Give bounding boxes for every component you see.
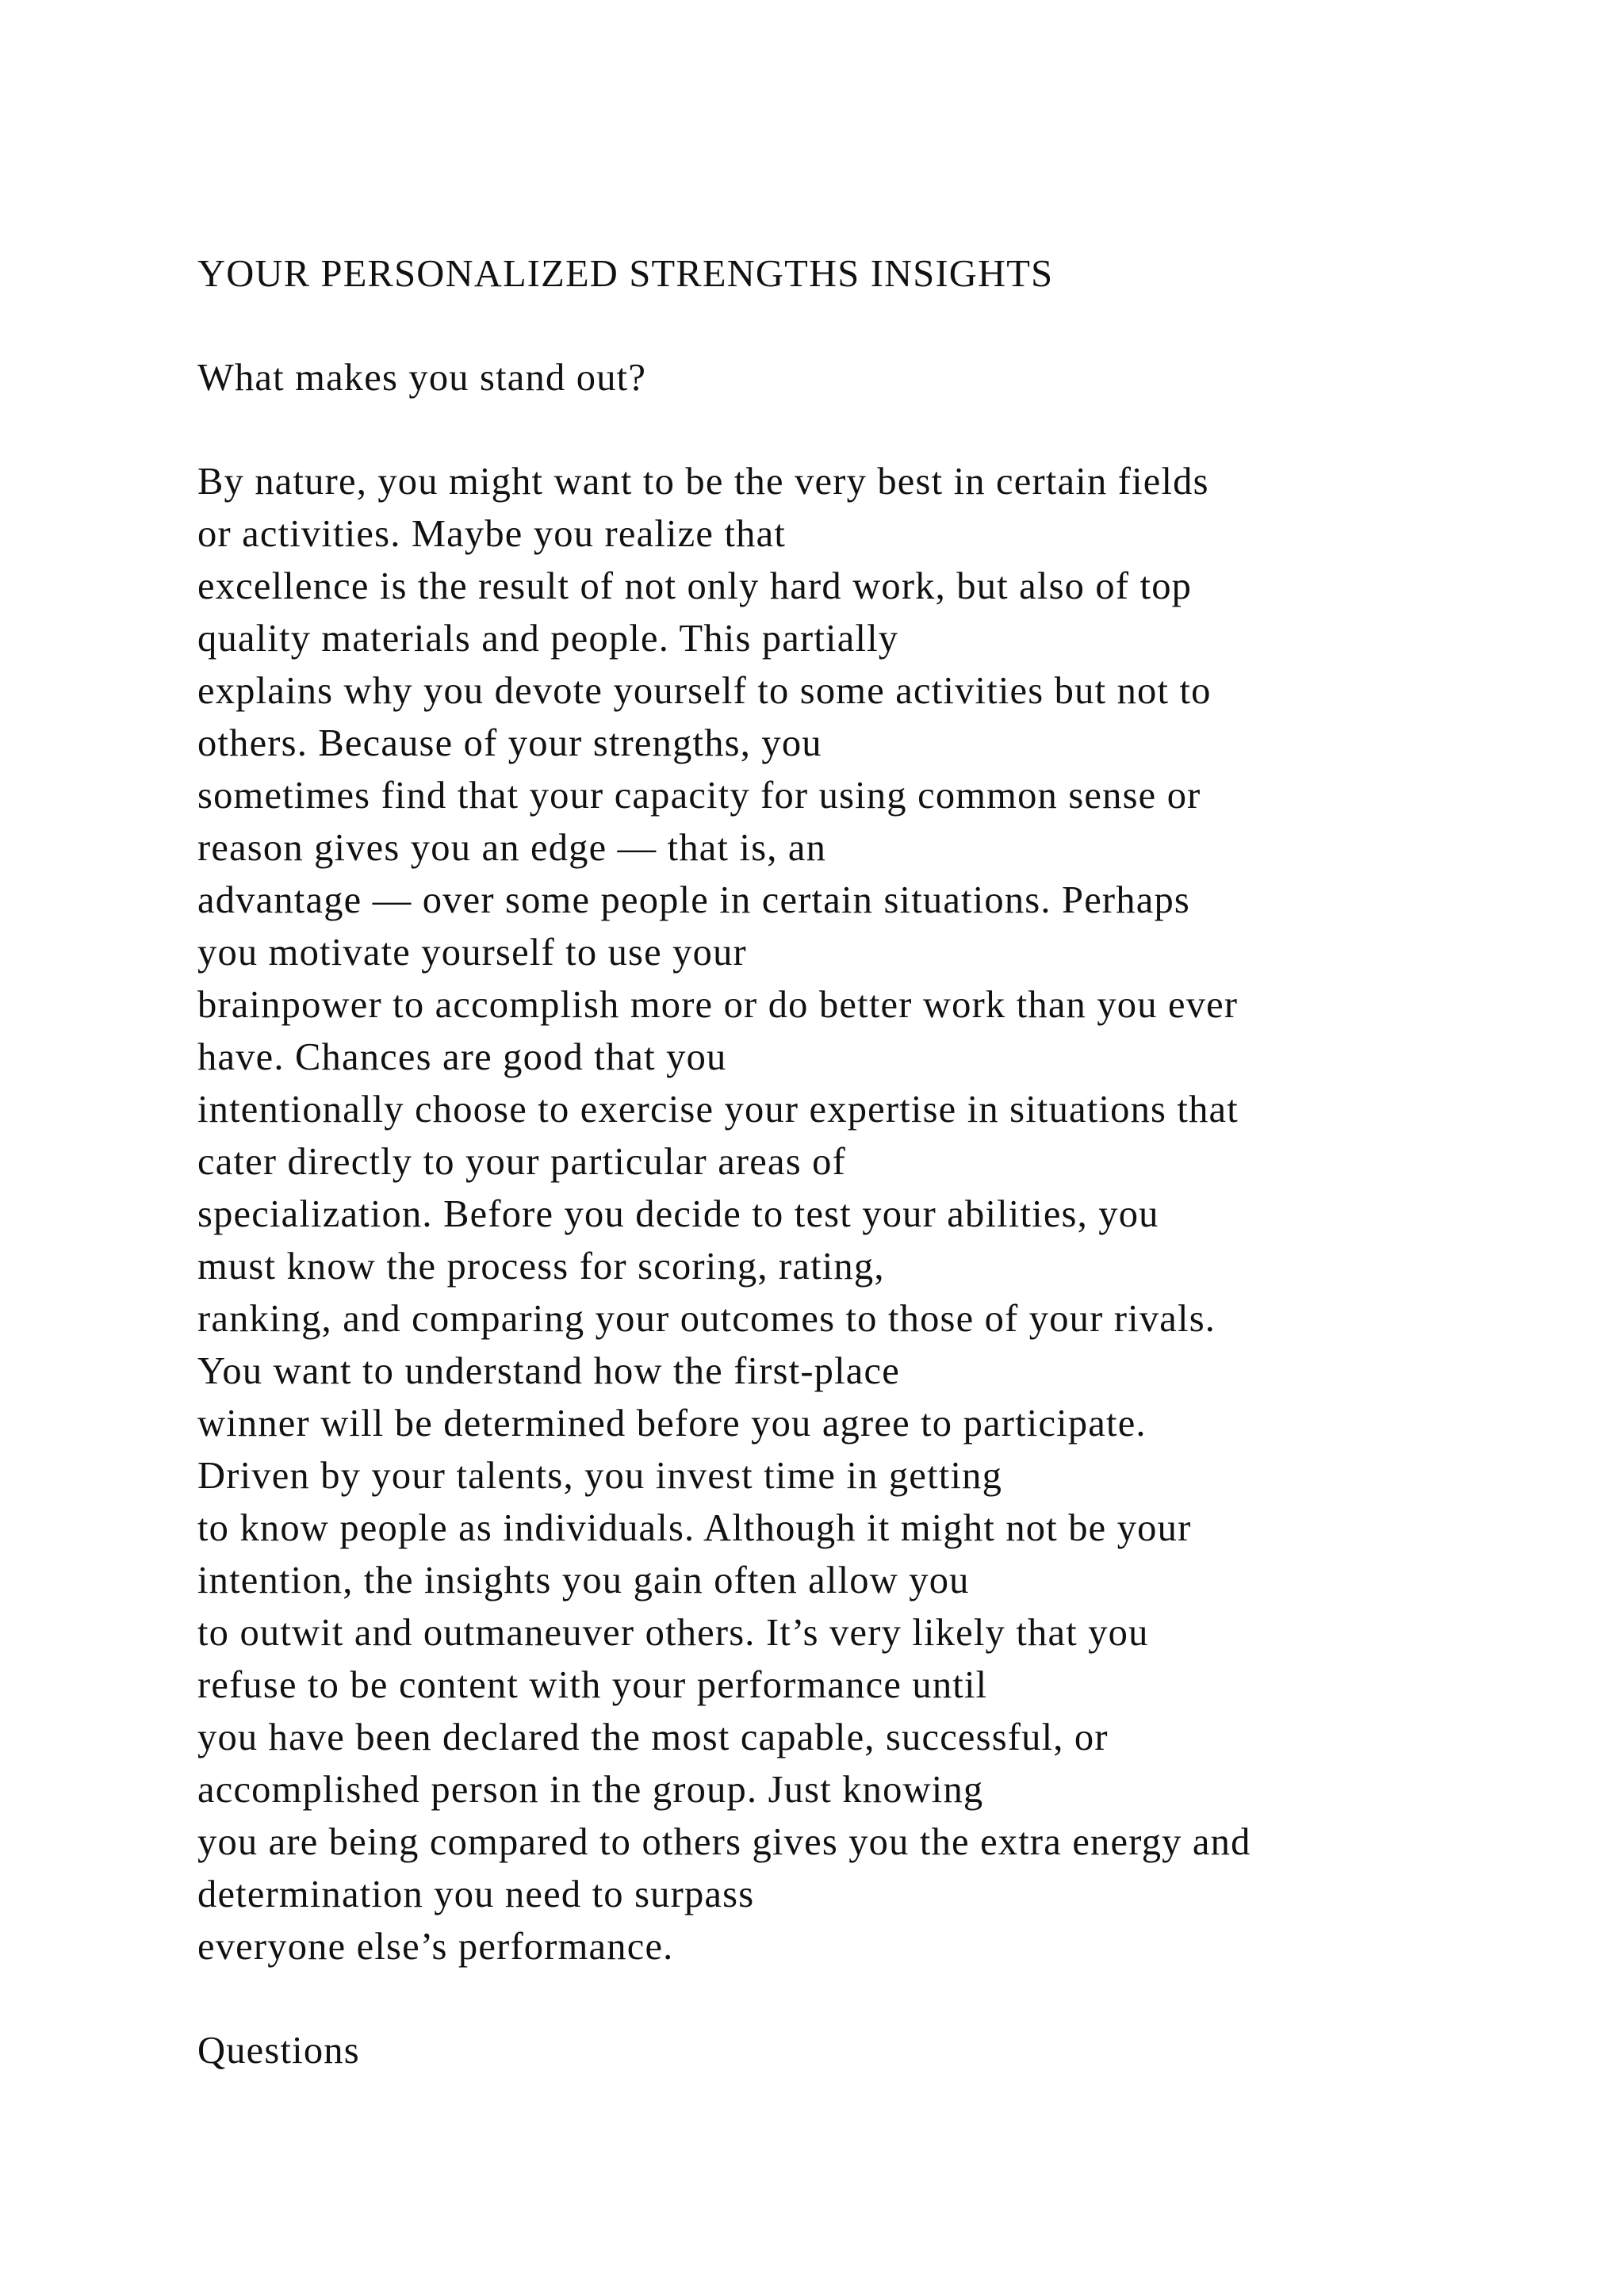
body-line: specialization. Before you decide to test your abilities, you [197, 1193, 1159, 1235]
body-line: intentionally choose to exercise your expertise in situations that [197, 1089, 1239, 1131]
body-line: explains why you devote yourself to some activities but not to [197, 670, 1212, 712]
body-line: reason gives you an edge — that is, an [197, 827, 827, 869]
body-line: refuse to be content with your performance until [197, 1664, 988, 1706]
body-line: have. Chances are good that you [197, 1036, 727, 1078]
body-line: intention, the insights you gain often allow you [197, 1559, 970, 1601]
body-line: winner will be determined before you agree to participate. [197, 1402, 1147, 1445]
body-line: cater directly to your particular areas of [197, 1141, 846, 1183]
body-line: accomplished person in the group. Just knowing [197, 1769, 984, 1811]
body-line: determination you need to surpass [197, 1873, 755, 1915]
body-line: others. Because of your strengths, you [197, 722, 822, 764]
body-line: quality materials and people. This partially [197, 618, 899, 660]
body-line: By nature, you might want to be the very best in certain fields [197, 461, 1209, 503]
body-line: ranking, and comparing your outcomes to those of your rivals. [197, 1298, 1216, 1340]
body-line: everyone else’s performance. [197, 1926, 674, 1968]
body-line: Driven by your talents, you invest time in getting [197, 1455, 1003, 1497]
body-line: You want to understand how the first-place [197, 1350, 900, 1392]
body-line: you motivate yourself to use your [197, 932, 747, 974]
body-line: to know people as individuals. Although it might not be your [197, 1507, 1192, 1549]
section-heading-questions: Questions [197, 2030, 360, 2072]
body-line: you are being compared to others gives you the extra energy and [197, 1821, 1251, 1863]
body-line: advantage — over some people in certain situations. Perhaps [197, 879, 1190, 921]
body-line: you have been declared the most capable, successful, or [197, 1716, 1109, 1758]
body-line: excellence is the result of not only hard work, but also of top [197, 565, 1193, 607]
body-line: to outwit and outmaneuver others. It’s very likely that you [197, 1612, 1149, 1654]
body-line: must know the process for scoring, rating, [197, 1246, 885, 1288]
document-subtitle: What makes you stand out? [197, 357, 647, 399]
body-line: or activities. Maybe you realize that [197, 513, 786, 555]
body-line: sometimes find that your capacity for using common sense or [197, 775, 1201, 817]
body-line: brainpower to accomplish more or do better work than you ever [197, 984, 1239, 1026]
document-title: YOUR PERSONALIZED STRENGTHS INSIGHTS [197, 253, 1054, 295]
